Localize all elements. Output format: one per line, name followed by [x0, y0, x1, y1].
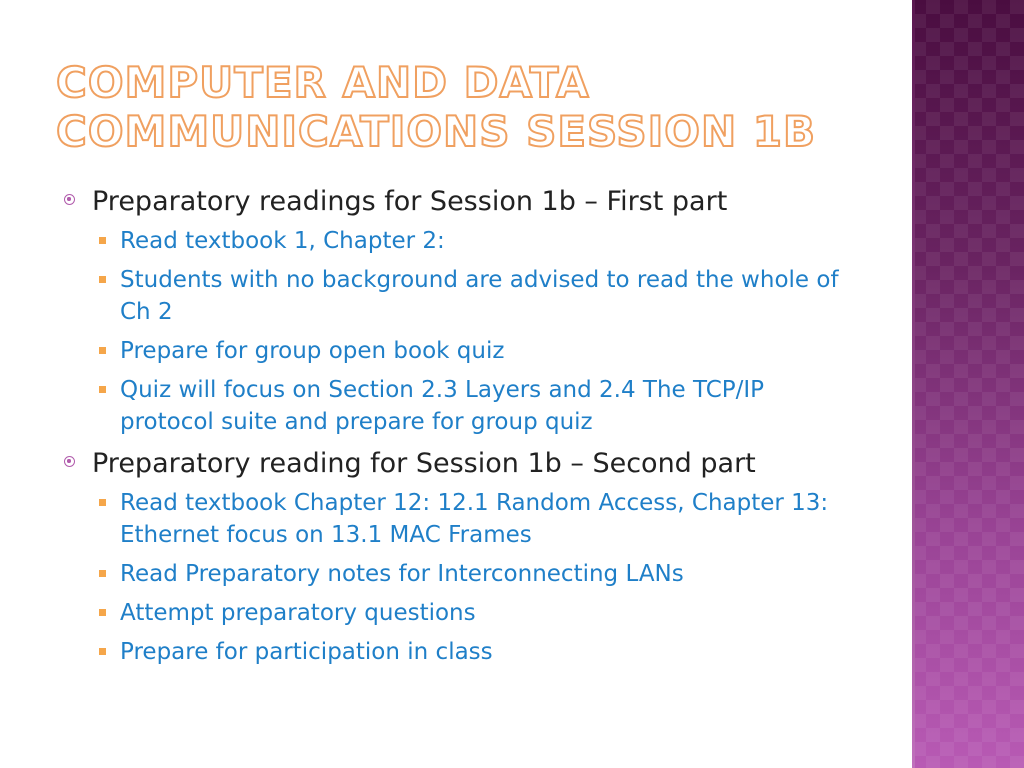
- square-bullet-icon: [99, 237, 106, 244]
- section-second-part: [62, 445, 852, 668]
- slide-title-line-1: COMPUTER AND DATA: [56, 58, 590, 107]
- square-bullet-icon: [99, 347, 106, 354]
- list-item: [92, 374, 852, 438]
- section-heading: Preparatory readings for Session 1b – First part: [92, 186, 728, 217]
- list-item: [92, 636, 852, 668]
- list-item-text: Students with no background are advised to read the whole of Ch 2: [120, 267, 839, 325]
- list-item: [92, 558, 852, 590]
- circle-bullet-icon: [64, 194, 75, 205]
- bullet-list: [62, 183, 852, 675]
- list-item: [92, 335, 852, 367]
- square-bullet-icon: [99, 499, 106, 506]
- list-item: [92, 487, 852, 551]
- decorative-side-band: [912, 0, 1024, 768]
- square-bullet-icon: [99, 648, 106, 655]
- list-item-text: Prepare for group open book quiz: [120, 338, 505, 364]
- list-item: [92, 264, 852, 328]
- list-item-text: Read textbook Chapter 12: 12.1 Random Access, Chapter 13: Ethernet focus on 13.1 MAC Frames: [120, 490, 829, 548]
- slide-title-line-2: COMMUNICATIONS SESSION 1B: [56, 107, 816, 156]
- circle-bullet-icon: [64, 456, 75, 467]
- list-item-text: Quiz will focus on Section 2.3 Layers and 2.4 The TCP/IP protocol suite and prepare for group quiz: [120, 377, 765, 435]
- list-item-text: Read textbook 1, Chapter 2:: [120, 228, 445, 254]
- sub-bullet-list: [92, 487, 852, 668]
- list-item: [92, 597, 852, 629]
- square-bullet-icon: [99, 570, 106, 577]
- section-heading: Preparatory reading for Session 1b – Second part: [92, 448, 756, 479]
- sub-bullet-list: [92, 225, 852, 438]
- list-item-text: Read Preparatory notes for Interconnecting LANs: [120, 561, 684, 587]
- list-item: [92, 225, 852, 257]
- square-bullet-icon: [99, 386, 106, 393]
- list-item-text: Attempt preparatory questions: [120, 600, 476, 626]
- side-band-edge: [912, 0, 915, 768]
- list-item-text: Prepare for participation in class: [120, 639, 493, 665]
- slide-title: [56, 58, 896, 156]
- square-bullet-icon: [99, 276, 106, 283]
- section-first-part: [62, 183, 852, 438]
- square-bullet-icon: [99, 609, 106, 616]
